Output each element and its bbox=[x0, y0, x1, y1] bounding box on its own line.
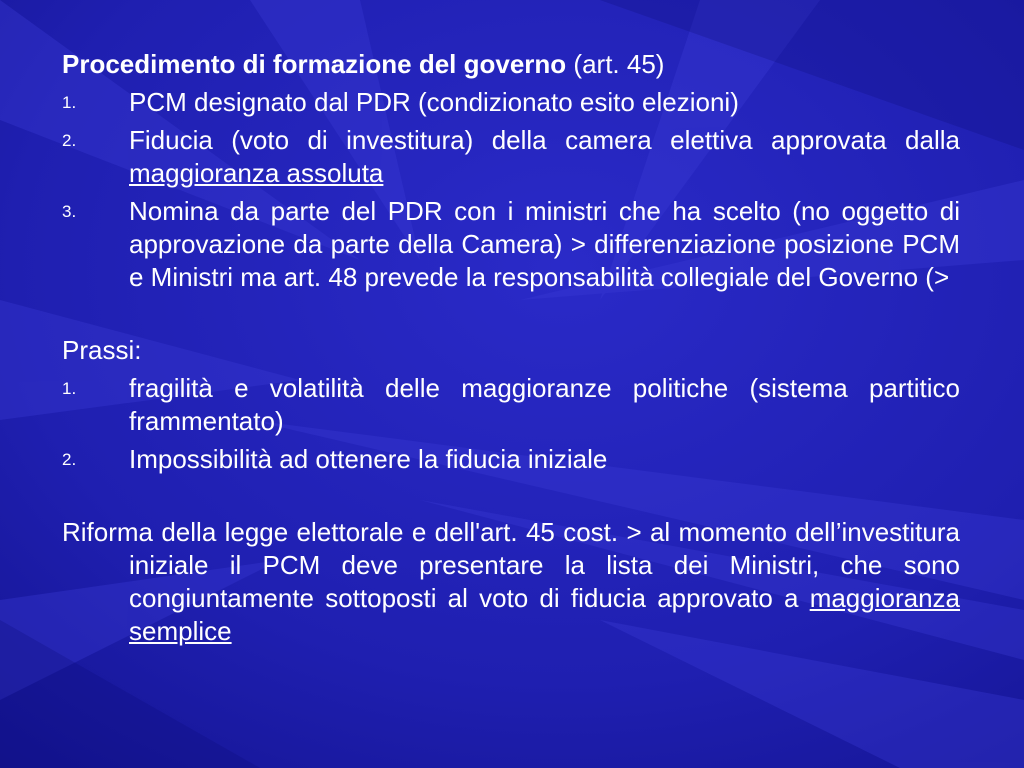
item-text: PCM designato dal PDR (condizionato esito elezioni) bbox=[129, 87, 739, 117]
slide-content bbox=[62, 48, 960, 648]
section1-title-rest: (art. 45) bbox=[566, 49, 665, 79]
item-number: 3. bbox=[62, 202, 77, 221]
item-number: 2. bbox=[62, 131, 77, 150]
item-number: 1. bbox=[62, 93, 77, 112]
section1-heading bbox=[62, 48, 960, 81]
section3-paragraph bbox=[62, 516, 960, 648]
list-item bbox=[62, 372, 960, 438]
link-maggioranza-assoluta[interactable]: maggioranza assoluta bbox=[129, 158, 384, 188]
link-maggioranza-semplice[interactable]: maggioranza semplice bbox=[129, 583, 960, 646]
list-item bbox=[62, 124, 960, 190]
section1-title-bold: Procedimento di formazione del governo bbox=[62, 49, 567, 79]
section2-list bbox=[62, 372, 960, 476]
item-number: 1. bbox=[62, 379, 77, 398]
item-text: Nomina da parte del PDR con i ministri che ha scelto (no oggetto di approvazione da parte della Camera) > differenziazione posizione PCM e Ministri ma art. 48 prevede la responsabilità collegiale del Governo (> bbox=[129, 196, 960, 292]
item-text: Fiducia (voto di investitura) della camera elettiva approvata dalla bbox=[129, 125, 960, 155]
item-text: fragilità e volatilità delle maggioranze politiche (sistema partitico frammentato) bbox=[129, 373, 960, 436]
list-item bbox=[62, 86, 960, 119]
item-text: Impossibilità ad ottenere la fiducia iniziale bbox=[129, 444, 608, 474]
section1-list bbox=[62, 86, 960, 294]
item-number: 2. bbox=[62, 450, 77, 469]
section3-text: Riforma della legge elettorale e dell'art. 45 cost. > al momento dell’investitura iniziale il PCM deve presentare la lista dei Ministri, che sono congiuntamente sottoposti al voto di fiducia approvato a bbox=[62, 517, 960, 613]
list-item bbox=[62, 443, 960, 476]
list-item bbox=[62, 195, 960, 294]
spacer bbox=[62, 294, 960, 334]
section2-heading: Prassi: bbox=[62, 335, 142, 365]
spacer bbox=[62, 476, 960, 516]
